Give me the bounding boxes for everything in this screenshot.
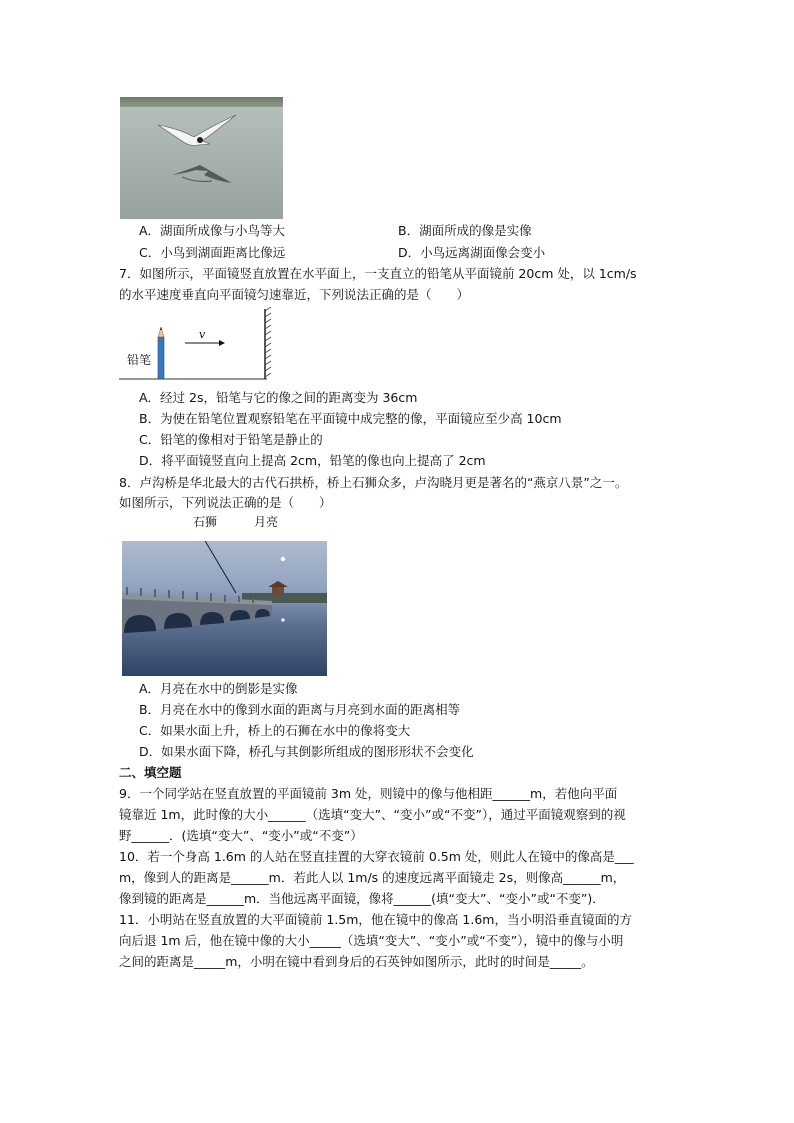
q11-line3: 之间的距离是_____m，小明在镜中看到身后的石英钟如图所示，此时的时间是_____。 — [119, 954, 594, 969]
q11-line2: 向后退 1m 后，他在镜中像的大小_____（选填“变大”、“变小”或“不变”），镜中的像与小明 — [119, 933, 624, 948]
q8-stem-line2: 如图所示，下列说法正确的是（ ） — [119, 495, 332, 510]
q11-line1: 11．小明站在竖直放置的大平面镜前 1.5m，他在镜中的像高 1.6m，当小明沿垂直镜面的方 — [119, 912, 632, 927]
q7-option-b: B．为使在铅笔位置观察铅笔在平面镜中成完整的像，平面镜应至少高 10cm — [139, 411, 562, 426]
q6-option-b: B．湖面所成的像是实像 — [398, 223, 532, 238]
pencil-mirror-figure — [119, 307, 279, 382]
q7-option-c: C．铅笔的像相对于铅笔是静止的 — [139, 432, 323, 447]
section-heading: 二、填空题 — [119, 765, 182, 780]
pencil-label: 铅笔 — [127, 353, 152, 367]
q8-option-c: C．如果水面上升，桥上的石狮在水中的像将变大 — [139, 723, 411, 738]
q10-line3: 像到镜的距离是______m．当他远离平面镜，像将______(填“变大”、“变小”或“不变”)． — [119, 891, 605, 906]
q7-stem-line2: 的水平速度垂直向平面镜匀速靠近，下列说法正确的是（ ） — [119, 287, 470, 302]
q9-line3: 野______．(选填“变大”、“变小”或“不变”） — [119, 828, 363, 843]
bridge-drawing — [122, 541, 327, 676]
velocity-label: v — [199, 328, 206, 341]
q6-option-d: D．小鸟远离湖面像会变小 — [398, 245, 546, 260]
q7-stem-line1: 7．如图所示，平面镜竖直放置在水平面上，一支直立的铅笔从平面镜前 20cm 处，以 1cm/s — [119, 266, 637, 281]
lugou-bridge-photo — [122, 541, 327, 676]
pencil-mirror-diagram — [119, 307, 279, 382]
q8-option-d: D．如果水面下降，桥孔与其倒影所组成的图形形状不会变化 — [139, 744, 474, 759]
q7-option-d: D．将平面镜竖直向上提高 2cm，铅笔的像也向上提高了 2cm — [139, 453, 486, 468]
bird-reflection-photo — [120, 97, 283, 219]
q7-option-a: A．经过 2s，铅笔与它的像之间的距离变为 36cm — [139, 390, 418, 405]
q6-option-c: C．小鸟到湖面距离比像远 — [139, 245, 286, 260]
q9-line2: 镜靠近 1m，此时像的大小______（选填“变大”、“变小”或“不变”），通过平面镜观察到的视 — [119, 807, 626, 822]
q8-stem-line1: 8．卢沟桥是华北最大的古代石拱桥，桥上石狮众多，卢沟晓月更是著名的“燕京八景”之一。 — [119, 475, 628, 490]
q8-option-a: A．月亮在水中的倒影是实像 — [139, 681, 298, 696]
q10-line1: 10．若一个身高 1.6m 的人站在竖直挂置的大穿衣镜前 0.5m 处，则此人在镜中的像高是___ — [119, 849, 634, 864]
q10-line2: m，像到人的距离是______m．若此人以 1m/s 的速度远离平面镜走 2s，则像高______m， — [119, 870, 626, 885]
stone-lion-callout: 石狮 — [193, 515, 218, 529]
q8-option-b: B．月亮在水中的像到水面的距离与月亮到水面的距离相等 — [139, 702, 461, 717]
bird-drawing — [120, 97, 283, 219]
moon-callout: 月亮 — [254, 515, 279, 529]
q6-option-a: A．湖面所成像与小鸟等大 — [139, 223, 286, 238]
q9-line1: 9．一个同学站在竖直放置的平面镜前 3m 处，则镜中的像与他相距______m，若他向平面 — [119, 786, 618, 801]
